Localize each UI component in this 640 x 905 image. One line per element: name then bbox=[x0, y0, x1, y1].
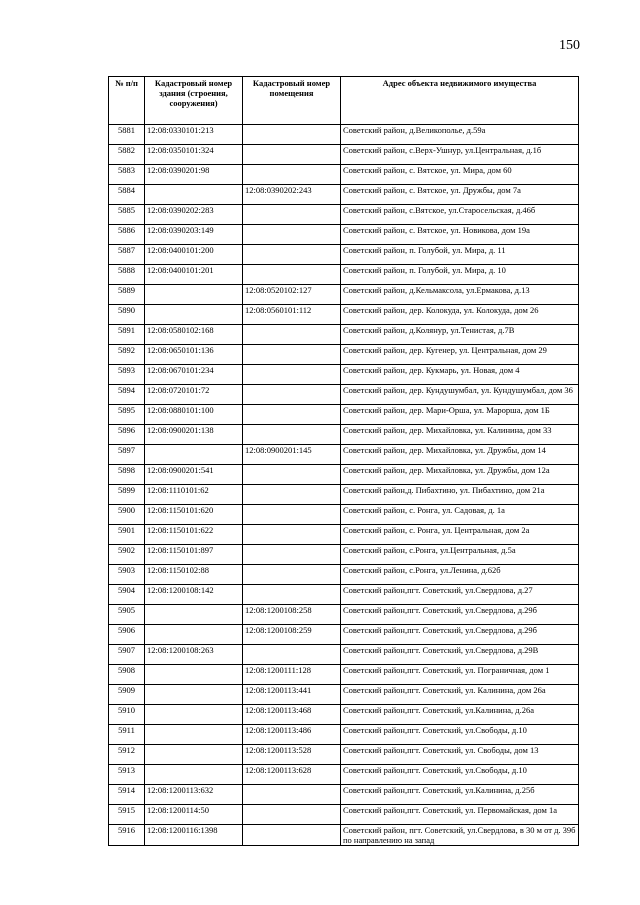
building-cadastral-number: 12:08:0390201:98 bbox=[145, 165, 243, 185]
premises-cadastral-number bbox=[243, 125, 341, 145]
premises-cadastral-number: 12:08:0520102:127 bbox=[243, 285, 341, 305]
row-number: 5912 bbox=[109, 745, 145, 765]
address: Советский район, дер. Кугенер, ул. Центральная, дом 29 bbox=[341, 345, 579, 365]
table-row bbox=[109, 505, 579, 525]
table-row bbox=[109, 205, 579, 225]
building-cadastral-number bbox=[145, 185, 243, 205]
table-row bbox=[109, 805, 579, 825]
building-cadastral-number bbox=[145, 285, 243, 305]
row-number: 5908 bbox=[109, 665, 145, 685]
row-number: 5915 bbox=[109, 805, 145, 825]
premises-cadastral-number bbox=[243, 545, 341, 565]
table-row bbox=[109, 165, 579, 185]
row-number: 5902 bbox=[109, 545, 145, 565]
table-row bbox=[109, 305, 579, 325]
row-number: 5893 bbox=[109, 365, 145, 385]
address: Советский район,пгт. Советский, ул.Свердлова, д.29В bbox=[341, 645, 579, 665]
table-row bbox=[109, 225, 579, 245]
building-cadastral-number: 12:08:1200113:632 bbox=[145, 785, 243, 805]
table-row bbox=[109, 325, 579, 345]
address: Советский район, дер. Михайловка, ул. Калинина, дом 33 bbox=[341, 425, 579, 445]
address: Советский район,пгт. Советский, ул.Свердлова, д.27 bbox=[341, 585, 579, 605]
premises-cadastral-number bbox=[243, 785, 341, 805]
table-row bbox=[109, 425, 579, 445]
table-header-row bbox=[109, 77, 579, 125]
building-cadastral-number: 12:08:0670101:234 bbox=[145, 365, 243, 385]
table-row bbox=[109, 245, 579, 265]
premises-cadastral-number: 12:08:1200108:259 bbox=[243, 625, 341, 645]
row-number: 5910 bbox=[109, 705, 145, 725]
building-cadastral-number bbox=[145, 725, 243, 745]
premises-cadastral-number: 12:08:1200111:128 bbox=[243, 665, 341, 685]
row-number: 5903 bbox=[109, 565, 145, 585]
building-cadastral-number: 12:08:0390202:283 bbox=[145, 205, 243, 225]
premises-cadastral-number bbox=[243, 825, 341, 846]
building-cadastral-number: 12:08:0900201:138 bbox=[145, 425, 243, 445]
address: Советский район, п. Голубой, ул. Мира, д. 10 bbox=[341, 265, 579, 285]
building-cadastral-number: 12:08:0900201:541 bbox=[145, 465, 243, 485]
address: Советский район, д.Великополье, д.59а bbox=[341, 125, 579, 145]
premises-cadastral-number bbox=[243, 205, 341, 225]
building-cadastral-number bbox=[145, 605, 243, 625]
row-number: 5887 bbox=[109, 245, 145, 265]
premises-cadastral-number bbox=[243, 585, 341, 605]
address: Советский район, дер. Мари-Орша, ул. Марорша, дом 1Б bbox=[341, 405, 579, 425]
building-cadastral-number: 12:08:1200114:50 bbox=[145, 805, 243, 825]
row-number: 5882 bbox=[109, 145, 145, 165]
premises-cadastral-number bbox=[243, 145, 341, 165]
table-row bbox=[109, 545, 579, 565]
table-row bbox=[109, 625, 579, 645]
premises-cadastral-number: 12:08:1200113:441 bbox=[243, 685, 341, 705]
premises-cadastral-number: 12:08:0390202:243 bbox=[243, 185, 341, 205]
address: Советский район, с.Вятское, ул.Старосельская, д.46б bbox=[341, 205, 579, 225]
property-table bbox=[108, 76, 579, 846]
row-number: 5889 bbox=[109, 285, 145, 305]
address: Советский район, с. Вятское, ул. Мира, дом 60 bbox=[341, 165, 579, 185]
building-cadastral-number: 12:08:0650101:136 bbox=[145, 345, 243, 365]
address: Советский район, п. Голубой, ул. Мира, д. 11 bbox=[341, 245, 579, 265]
address: Советский район,пгт. Советский, ул. Первомайская, дом 1а bbox=[341, 805, 579, 825]
table-row bbox=[109, 345, 579, 365]
premises-cadastral-number: 12:08:1200108:258 bbox=[243, 605, 341, 625]
building-cadastral-number: 12:08:1150101:622 bbox=[145, 525, 243, 545]
row-number: 5883 bbox=[109, 165, 145, 185]
table-row bbox=[109, 585, 579, 605]
building-cadastral-number bbox=[145, 745, 243, 765]
table-row bbox=[109, 405, 579, 425]
premises-cadastral-number bbox=[243, 645, 341, 665]
address: Советский район,пгт. Советский, ул.Калинина, д.25б bbox=[341, 785, 579, 805]
premises-cadastral-number: 12:08:1200113:528 bbox=[243, 745, 341, 765]
premises-cadastral-number bbox=[243, 405, 341, 425]
premises-cadastral-number bbox=[243, 265, 341, 285]
building-cadastral-number: 12:08:0330101:213 bbox=[145, 125, 243, 145]
premises-cadastral-number bbox=[243, 365, 341, 385]
premises-cadastral-number: 12:08:0900201:145 bbox=[243, 445, 341, 465]
building-cadastral-number: 12:08:1200116:1398 bbox=[145, 825, 243, 846]
row-number: 5909 bbox=[109, 685, 145, 705]
table-row bbox=[109, 725, 579, 745]
row-number: 5881 bbox=[109, 125, 145, 145]
building-cadastral-number: 12:08:0580102:168 bbox=[145, 325, 243, 345]
row-number: 5900 bbox=[109, 505, 145, 525]
premises-cadastral-number: 12:08:1200113:468 bbox=[243, 705, 341, 725]
premises-cadastral-number bbox=[243, 165, 341, 185]
address: Советский район, дер. Кукмарь, ул. Новая, дом 4 bbox=[341, 365, 579, 385]
table-body bbox=[109, 125, 579, 846]
premises-cadastral-number bbox=[243, 805, 341, 825]
row-number: 5899 bbox=[109, 485, 145, 505]
premises-cadastral-number bbox=[243, 245, 341, 265]
building-cadastral-number: 12:08:0880101:100 bbox=[145, 405, 243, 425]
premises-cadastral-number bbox=[243, 525, 341, 545]
row-number: 5888 bbox=[109, 265, 145, 285]
address: Советский район, д.Кельмаксола, ул.Ермакова, д.13 bbox=[341, 285, 579, 305]
address: Советский район,д. Пибахтино, ул. Пибахтино, дом 21а bbox=[341, 485, 579, 505]
address: Советский район, дер. Кундушумбал, ул. Кундушумбал, дом 36 bbox=[341, 385, 579, 405]
table-row bbox=[109, 485, 579, 505]
row-number: 5907 bbox=[109, 645, 145, 665]
page-number: 150 bbox=[559, 38, 580, 53]
table-row bbox=[109, 705, 579, 725]
premises-cadastral-number bbox=[243, 225, 341, 245]
address: Советский район, с. Ронга, ул. Центральная, дом 2а bbox=[341, 525, 579, 545]
header-address: Адрес объекта недвижимого имущества bbox=[341, 77, 579, 125]
premises-cadastral-number bbox=[243, 345, 341, 365]
row-number: 5895 bbox=[109, 405, 145, 425]
header-premises-cadastral: Кадастровый номер помещения bbox=[243, 77, 341, 125]
table-row bbox=[109, 465, 579, 485]
address: Советский район, пгт. Советский, ул.Свердлова, в 30 м от д. 39б по направлению на запад bbox=[341, 825, 579, 846]
building-cadastral-number bbox=[145, 705, 243, 725]
address: Советский район, с.Ронга, ул.Центральная, д.5а bbox=[341, 545, 579, 565]
building-cadastral-number bbox=[145, 685, 243, 705]
address: Советский район, дер. Михайловка, ул. Дружбы, дом 12а bbox=[341, 465, 579, 485]
premises-cadastral-number bbox=[243, 485, 341, 505]
premises-cadastral-number bbox=[243, 465, 341, 485]
row-number: 5886 bbox=[109, 225, 145, 245]
address: Советский район,пгт. Советский, ул.Свердлова, д.29б bbox=[341, 625, 579, 645]
table-row bbox=[109, 145, 579, 165]
address: Советский район, д.Колянур, ул.Тенистая, д.7В bbox=[341, 325, 579, 345]
building-cadastral-number: 12:08:1150102:88 bbox=[145, 565, 243, 585]
building-cadastral-number bbox=[145, 665, 243, 685]
row-number: 5913 bbox=[109, 765, 145, 785]
header-building-cadastral: Кадастровый номер здания (строения, сооружения) bbox=[145, 77, 243, 125]
table-row bbox=[109, 825, 579, 846]
address: Советский район, с.Верх-Ушнур, ул.Центральная, д.1б bbox=[341, 145, 579, 165]
table-row bbox=[109, 385, 579, 405]
row-number: 5911 bbox=[109, 725, 145, 745]
premises-cadastral-number bbox=[243, 425, 341, 445]
building-cadastral-number: 12:08:1200108:142 bbox=[145, 585, 243, 605]
address: Советский район,пгт. Советский, ул. Калинина, дом 26а bbox=[341, 685, 579, 705]
table-row bbox=[109, 685, 579, 705]
row-number: 5898 bbox=[109, 465, 145, 485]
building-cadastral-number bbox=[145, 625, 243, 645]
building-cadastral-number: 12:08:0720101:72 bbox=[145, 385, 243, 405]
table-row bbox=[109, 605, 579, 625]
row-number: 5904 bbox=[109, 585, 145, 605]
building-cadastral-number: 12:08:1150101:620 bbox=[145, 505, 243, 525]
row-number: 5884 bbox=[109, 185, 145, 205]
address: Советский район,пгт. Советский, ул. Пограничная, дом 1 bbox=[341, 665, 579, 685]
row-number: 5892 bbox=[109, 345, 145, 365]
row-number: 5885 bbox=[109, 205, 145, 225]
address: Советский район,пгт. Советский, ул.Свободы, д.10 bbox=[341, 765, 579, 785]
table-row bbox=[109, 665, 579, 685]
premises-cadastral-number bbox=[243, 325, 341, 345]
address: Советский район,пгт. Советский, ул.Свободы, д.10 bbox=[341, 725, 579, 745]
address: Советский район,пгт. Советский, ул.Калинина, д.26а bbox=[341, 705, 579, 725]
building-cadastral-number: 12:08:1200108:263 bbox=[145, 645, 243, 665]
table-row bbox=[109, 745, 579, 765]
row-number: 5906 bbox=[109, 625, 145, 645]
table-row bbox=[109, 765, 579, 785]
header-number: № п/п bbox=[109, 77, 145, 125]
table-row bbox=[109, 565, 579, 585]
table-row bbox=[109, 525, 579, 545]
address: Советский район, дер. Колокуда, ул. Колокуда, дом 26 bbox=[341, 305, 579, 325]
address: Советский район, с.Ронга, ул.Ленина, д.62б bbox=[341, 565, 579, 585]
row-number: 5894 bbox=[109, 385, 145, 405]
premises-cadastral-number: 12:08:1200113:486 bbox=[243, 725, 341, 745]
building-cadastral-number bbox=[145, 445, 243, 465]
building-cadastral-number: 12:08:0400101:200 bbox=[145, 245, 243, 265]
row-number: 5896 bbox=[109, 425, 145, 445]
building-cadastral-number: 12:08:0350101:324 bbox=[145, 145, 243, 165]
building-cadastral-number: 12:08:1110101:62 bbox=[145, 485, 243, 505]
table-row bbox=[109, 365, 579, 385]
address: Советский район, с. Ронга, ул. Садовая, д. 1а bbox=[341, 505, 579, 525]
premises-cadastral-number bbox=[243, 505, 341, 525]
premises-cadastral-number bbox=[243, 565, 341, 585]
row-number: 5905 bbox=[109, 605, 145, 625]
row-number: 5914 bbox=[109, 785, 145, 805]
address: Советский район, с. Вятское, ул. Новикова, дом 19а bbox=[341, 225, 579, 245]
address: Советский район, дер. Михайловка, ул. Дружбы, дом 14 bbox=[341, 445, 579, 465]
table-row bbox=[109, 445, 579, 465]
building-cadastral-number bbox=[145, 305, 243, 325]
premises-cadastral-number bbox=[243, 385, 341, 405]
row-number: 5916 bbox=[109, 825, 145, 846]
address: Советский район, с. Вятское, ул. Дружбы, дом 7а bbox=[341, 185, 579, 205]
table-row bbox=[109, 125, 579, 145]
address: Советский район,пгт. Советский, ул. Свободы, дом 13 bbox=[341, 745, 579, 765]
row-number: 5891 bbox=[109, 325, 145, 345]
table-row bbox=[109, 645, 579, 665]
table-row bbox=[109, 285, 579, 305]
building-cadastral-number bbox=[145, 765, 243, 785]
row-number: 5890 bbox=[109, 305, 145, 325]
premises-cadastral-number: 12:08:0560101:112 bbox=[243, 305, 341, 325]
row-number: 5901 bbox=[109, 525, 145, 545]
table-row bbox=[109, 265, 579, 285]
address: Советский район,пгт. Советский, ул.Свердлова, д.29б bbox=[341, 605, 579, 625]
table-row bbox=[109, 785, 579, 805]
building-cadastral-number: 12:08:0400101:201 bbox=[145, 265, 243, 285]
premises-cadastral-number: 12:08:1200113:628 bbox=[243, 765, 341, 785]
building-cadastral-number: 12:08:0390203:149 bbox=[145, 225, 243, 245]
row-number: 5897 bbox=[109, 445, 145, 465]
building-cadastral-number: 12:08:1150101:897 bbox=[145, 545, 243, 565]
table-row bbox=[109, 185, 579, 205]
